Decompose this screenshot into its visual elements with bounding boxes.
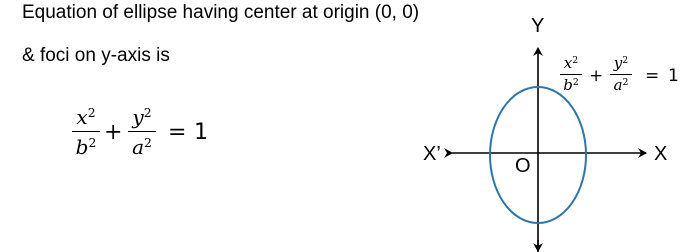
- diagram-rhs: 1: [668, 66, 679, 86]
- diagram-equation: $x^2$ $b^2$ + $y^2$ $a^2$ = 1: [560, 54, 685, 98]
- label-x-neg: X’: [423, 143, 441, 165]
- main-equals: =: [168, 120, 187, 145]
- label-x: X: [654, 143, 668, 165]
- main-den-a: a: [132, 135, 145, 159]
- main-plus: +: [104, 120, 123, 145]
- diagram-plus: +: [589, 66, 604, 86]
- main-den-b: b: [75, 135, 89, 159]
- description-line-2: & foci on y-axis is: [22, 45, 170, 66]
- main-num-x: x: [76, 105, 88, 129]
- main-rhs: 1: [194, 120, 208, 145]
- main-num-y: y: [132, 105, 144, 129]
- diagram-equals: =: [645, 66, 660, 86]
- label-origin: O: [515, 155, 531, 177]
- label-y: Y: [531, 15, 545, 37]
- description-line-1: Equation of ellipse having center at origin (0, 0): [22, 2, 420, 23]
- main-equation: $x^2$ $b^2$ + $y^2$ $a^2$ = 1: [68, 104, 228, 164]
